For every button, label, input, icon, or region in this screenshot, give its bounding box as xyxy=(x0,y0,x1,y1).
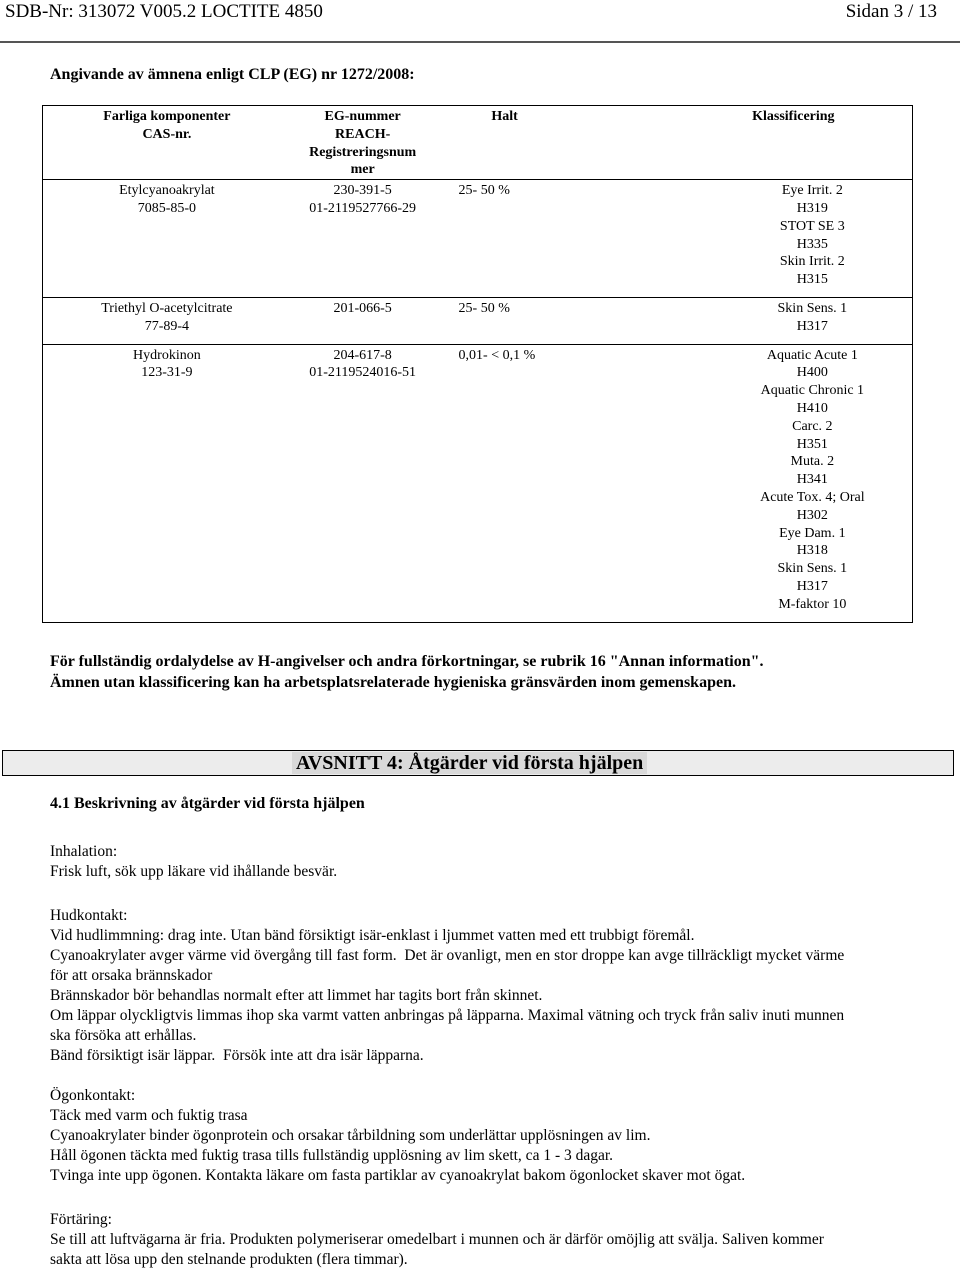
classification-line: H302 xyxy=(796,507,828,523)
classification-line: Skin Sens. 1 xyxy=(777,300,848,316)
concentration: 0,01- < 0,1 % xyxy=(458,347,536,363)
ec-number: 01-2119524016-51 xyxy=(309,365,417,381)
block-line: Se till att luftvägarna är fria. Produkten polymeriserar omedelbart i munnen och är därför omöjlig att svälja. Saliven kommer xyxy=(50,1231,824,1248)
classification-line: Aquatic Chronic 1 xyxy=(760,383,865,399)
classification-line: H317 xyxy=(796,578,828,594)
block-line: Frisk luft, sök upp läkare vid ihållande besvär. xyxy=(50,863,338,880)
table-row xyxy=(43,344,913,622)
block-line: Inhalation: xyxy=(50,843,118,860)
classification-line: Eye Irrit. 2 xyxy=(781,183,843,199)
eye-contact-block xyxy=(50,1086,950,1186)
concentration-cell xyxy=(435,344,575,622)
cas-number: 123-31-9 xyxy=(141,365,193,381)
section-4-title: AVSNITT 4: Åtgärder vid första hjälpen xyxy=(292,752,647,774)
classification-line: H318 xyxy=(796,543,828,559)
block-line: Ögonkontakt: xyxy=(50,1087,136,1104)
note-line: Ämnen utan klassificering kan ha arbetsplatsrelaterade hygieniska gränsvärden inom gemenskapen. xyxy=(50,674,736,691)
ec-number: 201-066-5 xyxy=(333,300,392,316)
component-name: Hydrokinon xyxy=(133,347,201,363)
block-line: Cyanoakrylater avger värme vid övergång till fast form. Det är ovanligt, men en stor droppe kan avge tillräckligt mycket värme xyxy=(50,947,845,964)
component-cell xyxy=(43,180,291,298)
classification-line: H335 xyxy=(796,236,828,252)
table-row xyxy=(43,180,913,298)
block-line: ska försöka att erhållas. xyxy=(50,1027,197,1044)
classification-line: H341 xyxy=(796,472,828,488)
note-line: För fullständig ordalydelse av H-angivelser och andra förkortningar, se rubrik 16 "Annan information". xyxy=(50,653,764,670)
classification-cell xyxy=(575,344,913,622)
inhalation-block xyxy=(50,842,950,882)
block-line: Hudkontakt: xyxy=(50,907,128,924)
ingestion-block xyxy=(50,1210,950,1270)
hazardous-components-table xyxy=(42,105,913,623)
component-cell xyxy=(43,297,291,344)
concentration-cell xyxy=(435,180,575,298)
ec-number: 01-2119527766-29 xyxy=(309,200,417,216)
header-concentration: Halt xyxy=(491,109,518,124)
classification-line: Aquatic Acute 1 xyxy=(766,347,858,363)
component-name: Etylcyanoakrylat xyxy=(119,183,215,199)
classification-line: Skin Irrit. 2 xyxy=(779,254,845,270)
classification-line: H410 xyxy=(796,400,828,416)
classification-cell xyxy=(575,180,913,298)
component-cell xyxy=(43,344,291,622)
classification-line: H317 xyxy=(796,318,828,334)
cas-number: 77-89-4 xyxy=(144,318,190,334)
classification-line: Acute Tox. 4; Oral xyxy=(760,489,865,505)
classification-line: Eye Dam. 1 xyxy=(779,525,846,541)
cas-number: 7085-85-0 xyxy=(137,200,197,216)
header-divider xyxy=(0,41,960,43)
classification-line: STOT SE 3 xyxy=(779,218,845,234)
classification-line: H351 xyxy=(796,436,828,452)
header-ec-number: EG-nummer REACH- Registreringsnum mer xyxy=(309,109,417,178)
clp-section-label: Angivande av ämnena enligt CLP (EG) nr 1272/2008: xyxy=(50,66,415,83)
table-row xyxy=(43,297,913,344)
classification-line: H319 xyxy=(796,200,828,216)
classification-line: Muta. 2 xyxy=(790,454,835,470)
classification-line: H400 xyxy=(796,365,828,381)
table-header-row xyxy=(43,106,913,180)
block-line: Täck med varm och fuktig trasa xyxy=(50,1107,248,1124)
classification-line: Skin Sens. 1 xyxy=(777,561,848,577)
block-line: Bänd försiktigt isär läppar. Försök inte att dra isär läpparna. xyxy=(50,1047,424,1064)
block-line: Cyanoakrylater binder ögonprotein och orsakar tårbildning som underlättar upplösningen av lim. xyxy=(50,1127,651,1144)
block-line: Tvinga inte upp ögonen. Kontakta läkare om fasta partiklar av cyanoakrylat bakom ögonlocket skaver mot ögat. xyxy=(50,1167,746,1184)
concentration: 25- 50 % xyxy=(458,300,510,316)
skin-contact-block xyxy=(50,906,950,1066)
subsection-4-1-title: 4.1 Beskrivning av åtgärder vid första hjälpen xyxy=(50,795,365,812)
block-line: Håll ögonen täckta med fuktig trasa tills fullständig upplösning av lim skett, ca 1 - 3 dagar. xyxy=(50,1147,614,1164)
classification-line: M-faktor 10 xyxy=(778,596,847,612)
ec-number: 204-617-8 xyxy=(333,347,392,363)
page-number: Sidan 3 / 13 xyxy=(845,1,937,22)
block-line: för att orsaka brännskador xyxy=(50,967,213,984)
classification-line: Carc. 2 xyxy=(792,418,833,434)
block-line: Förtäring: xyxy=(50,1211,112,1228)
ec-number: 230-391-5 xyxy=(333,183,392,199)
block-line: Vid hudlimmning: drag inte. Utan bänd försiktigt isär-enklast i ljummet vatten med ett trubbigt föremål. xyxy=(50,927,695,944)
classification-cell xyxy=(575,297,913,344)
header-classification: Klassificering xyxy=(752,109,835,124)
classification-line: H315 xyxy=(796,272,828,288)
table-notes xyxy=(50,651,764,693)
concentration: 25- 50 % xyxy=(458,183,510,199)
component-name: Triethyl O-acetylcitrate xyxy=(101,300,233,316)
document-header-id: SDB-Nr: 313072 V005.2 LOCTITE 4850 xyxy=(5,1,323,22)
ec-number-cell xyxy=(291,344,435,622)
ec-number-cell xyxy=(291,180,435,298)
block-line: Om läppar olyckligtvis limmas ihop ska varmt vatten anbringas på läpparna. Maximal vätning och tryck från saliv inuti munnen xyxy=(50,1007,845,1024)
ec-number-cell xyxy=(291,297,435,344)
block-line: Brännskador bör behandlas normalt efter att limmet har tagits bort från skinnet. xyxy=(50,987,543,1004)
concentration-cell xyxy=(435,297,575,344)
header-components: Farliga komponenter CAS-nr. xyxy=(103,109,231,142)
block-line: sakta att lösa upp den stelnande produkten (flera timmar). xyxy=(50,1251,408,1268)
